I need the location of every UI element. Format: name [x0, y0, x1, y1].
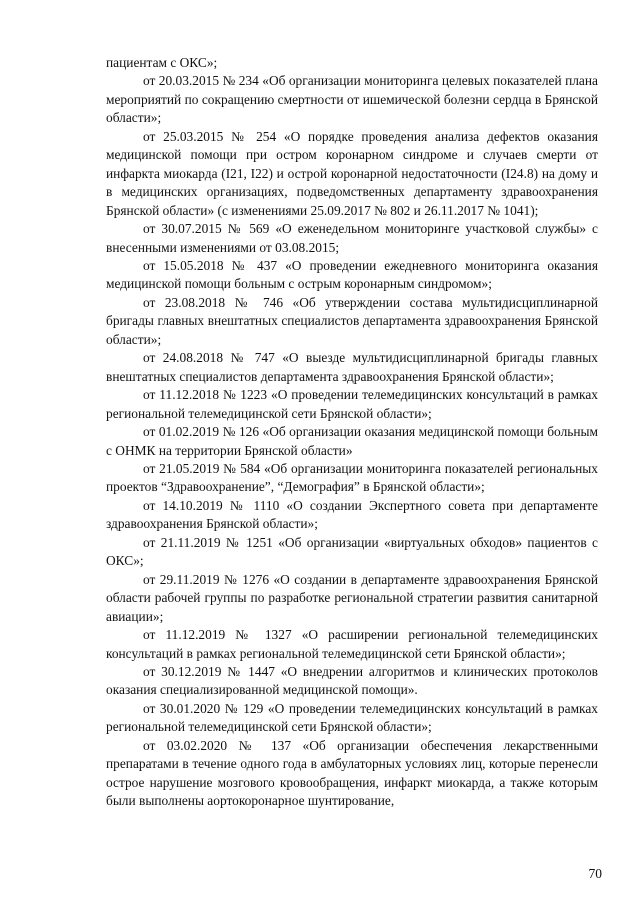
document-body [106, 54, 598, 811]
page-number: 70 [588, 866, 602, 881]
paragraph: от 30.01.2020 № 129 «О проведении телемедицинских консультаций в рамках региональной телемедицинской сети Брянской области»; [106, 700, 598, 735]
paragraph: от 11.12.2019 № 1327 «О расширении региональной телемедицинских консультаций в рамках региональной телемедицинской сети Брянской области»; [106, 627, 598, 661]
paragraph: от 30.07.2015 № 569 «О еженедельном мониторинге участковой службы» с внесенными изменениями от 03.08.2015; [106, 221, 598, 255]
paragraph: от 15.05.2018 № 437 «О проведении ежедневного мониторинга оказания медицинской помощи больным с острым коронарным синдромом»; [106, 257, 598, 292]
paragraph: от 21.11.2019 № 1251 «Об организации «виртуальных обходов» пациентов с ОКС»; [106, 534, 598, 569]
paragraph: пациентам с ОКС»; [106, 55, 218, 70]
paragraph: от 24.08.2018 № 747 «О выезде мультидисциплинарной бригады главных внештатных специалистов департамента здравоохранения Брянской области»; [106, 350, 598, 384]
paragraph: от 01.02.2019 № 126 «Об организации оказания медицинской помощи больным с ОНМК на территории Брянской области» [106, 424, 598, 458]
paragraph: от 23.08.2018 № 746 «Об утверждении состава мультидисциплинарной бригады главных внештатных специалистов департамента здравоохранения Брянской области»; [106, 294, 598, 347]
paragraph: от 14.10.2019 № 1110 «О создании Экспертного совета при департаменте здравоохранения Брянской области»; [106, 497, 598, 532]
paragraph: от 25.03.2015 № 254 «О порядке проведения анализа дефектов оказания медицинской помощи при остром коронарном синдроме и случаев смерти от инфаркта миокарда (I21, I22) и острой коронарной недостаточности (I24.8) на дому и в медицинских организациях, подведомственных департаменту здравоохранения Брянской области» (с изменениями 25.09.2017 № 802 и 26.11.2017 № 1041); [106, 128, 598, 218]
paragraph: от 20.03.2015 № 234 «Об организации мониторинга целевых показателей плана мероприятий по сокращению смертности от ишемической болезни сердца в Брянской области»; [106, 73, 598, 126]
paragraph: от 11.12.2018 № 1223 «О проведении телемедицинских консультаций в рамках региональной телемедицинской сети Брянской области»; [106, 387, 598, 421]
paragraph: от 21.05.2019 № 584 «Об организации мониторинга показателей региональных проектов “Здравоохранение”, “Демография” в Брянской области»; [106, 460, 598, 495]
paragraph: от 29.11.2019 № 1276 «О создании в департаменте здравоохранения Брянской области рабочей группы по разработке региональной стратегии развития санитарной авиации»; [106, 571, 598, 624]
paragraph: от 30.12.2019 № 1447 «О внедрении алгоритмов и клинических протоколов оказания специализированной медицинской помощи». [106, 663, 598, 698]
paragraph: от 03.02.2020 № 137 «Об организации обеспечения лекарственными препаратами в течение одного года в амбулаторных условиях лиц, которые перенесли острое нарушение мозгового кровообращения, инфаркт миокарда, а также которым были выполнены аортокоронарное шунтирование, [106, 737, 598, 809]
